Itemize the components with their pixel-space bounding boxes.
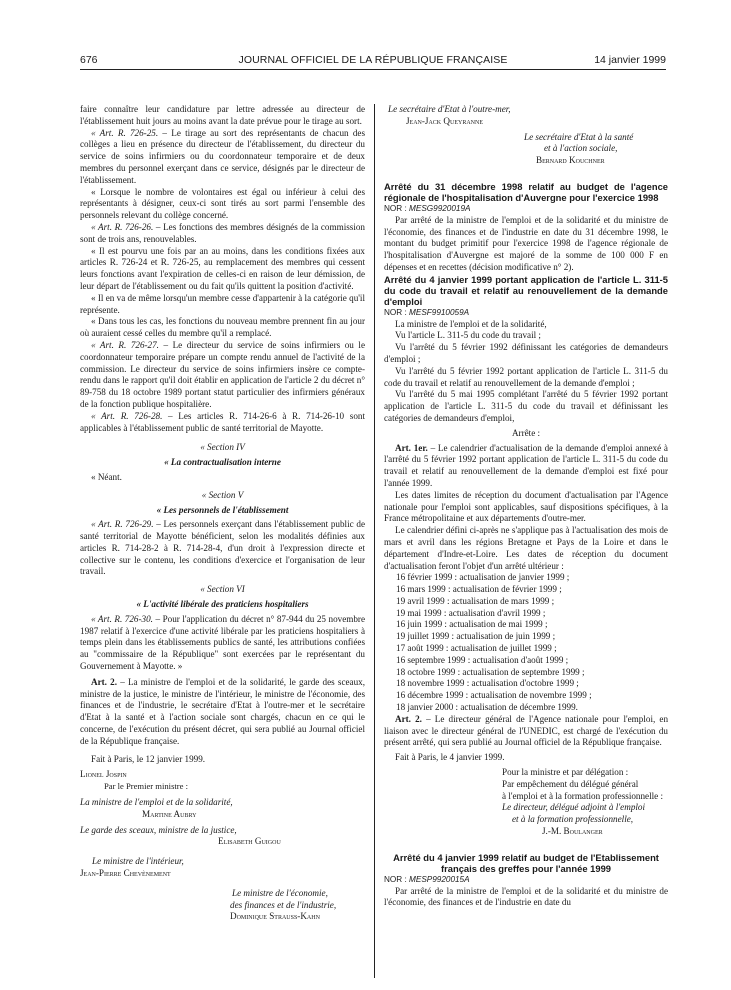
column-divider: [374, 104, 375, 978]
signatory-role: Le directeur, délégué adjoint à l'emploi: [502, 802, 646, 813]
signatory-name: Jean-Pierre Chevènement: [80, 868, 171, 879]
paragraph: Par arrêté de la ministre de l'emploi et de la solidarité et du ministre de l'économie, des finances et de l'industrie en date du 31 décembre 1998, le montant du budget primitif pour l'exercice 1998 de l'agence régionale de l'hospitalisation d'Auvergne est majoré de la somme de 100 000 F en dépenses et en recettes (décision modificative n° 2).: [384, 214, 668, 272]
signatory-name: Martine Aubry: [142, 808, 197, 819]
journal-title: JOURNAL OFFICIEL DE LA RÉPUBLIQUE FRANÇAISE: [238, 54, 508, 66]
paragraph: Art. 2. – La ministre de l'emploi et de la solidarité, le garde des sceaux, ministre de la justice, le ministre de l'intérieur, le ministre de l'économie, des finances et de l'industrie, le secrétaire d'Etat à l'outre-mer et le secrétaire d'Etat à la santé et à l'action sociale sont chargés, chacun en ce qui le concerne, de l'exécution du présent décret, qui sera publié au Journal officiel de la République française.: [80, 676, 365, 746]
paragraph: « Art. R. 726-25. – Le tirage au sort des représentants de chacun des collèges a lieu en présence du directeur de l'établissement, du directeur du service de soins infirmiers ou du coordonnateur temporaire et de deux membres du personnel exerçant dans ce service, désignés par le directeur de l'établissement.: [80, 127, 365, 185]
paragraph: Vu l'article L. 311-5 du code du travail ;: [395, 330, 541, 341]
nor-reference: NOR : MESG9920019A: [384, 203, 471, 213]
paragraph: Le calendrier défini ci-après ne s'applique pas à l'actualisation des mois de mars et avril dans les régions Bretagne et Pays de la Loire et dans le département d'Indre-et-Loire. Les dates de réception du document d'actualisation feront l'objet d'un arrêté ultérieur :: [384, 525, 668, 571]
signatory-role: Le ministre de l'économie,: [232, 887, 328, 898]
section-heading: « Section IV: [200, 442, 245, 453]
list-item: 16 février 1999 : actualisation de janvier 1999 ;: [396, 572, 570, 583]
list-item: 16 décembre 1999 : actualisation de novembre 1999 ;: [396, 690, 592, 701]
paragraph: Vu l'arrêté du 5 février 1992 définissant les catégories de demandeurs d'emploi ;: [384, 342, 668, 364]
signatory-role: Le ministre de l'intérieur,: [92, 856, 184, 867]
paragraph: « Art. R. 726-29. – Les personnels exerçant dans l'établissement public de santé territorial de Mayotte bénéficient, selon les modalités définies aux articles R. 714-28-2 à R. 714-28-4, d'un droit à l'expression directe et collective sur le contenu, les conditions d'exercice et l'organisation de leur travail.: [80, 519, 366, 577]
list-item: 16 juin 1999 : actualisation de mai 1999 ;: [396, 619, 548, 630]
issue-date: 14 janvier 1999: [594, 54, 666, 66]
signatory-role: à l'emploi et à la formation professionnelle :: [502, 790, 664, 801]
paragraph: « Art. R. 726-28. – Les articles R. 714-26-6 à R. 714-26-10 sont applicables à l'établissement public de santé territorial de Mayotte.: [80, 410, 365, 433]
signatory-name: Jean-Jack Queyranne: [406, 115, 484, 126]
paragraph: faire connaître leur candidature par lettre adressée au directeur de l'établissement huit jours au moins avant la date prévue pour le tirage au sort.: [80, 104, 365, 126]
list-item: 19 juillet 1999 : actualisation de juin 1999 ;: [396, 631, 556, 642]
section-title: « L'activité libérale des praticiens hospitaliers: [136, 599, 309, 610]
paragraph: Par arrêté de la ministre de l'emploi et de la solidarité et du ministre de l'économie, des finances et de l'industrie en date du: [384, 885, 668, 908]
paragraph: La ministre de l'emploi et de la solidarité,: [395, 318, 547, 329]
paragraph: « Il est pourvu une fois par an au moins, dans les conditions fixées aux articles R. 726-24 et R. 726-25, au remplacement des membres qui cessent leurs fonctions avant l'expiration de celles-ci en raison de leur démission, de leur départ de l'établissement ou du fait qu'ils quittent la position d'activité.: [80, 245, 365, 291]
left-column: [80, 104, 365, 927]
signatures: [80, 769, 365, 923]
list-item: 17 août 1999 : actualisation de juillet 1999 ;: [396, 643, 557, 654]
paragraph: « Art. R. 726-30. – Pour l'application du décret n° 87-944 du 25 novembre 1987 relatif à l'exercice d'une activité libérale par les praticiens hospitaliers à temps plein dans les établissements publics de santé, les attributions confiées au "commissaire de la République" sont exercées par le représentant du Gouvernement à Mayotte. »: [80, 613, 366, 672]
signatory-role: des finances et de l'industrie,: [230, 899, 337, 910]
paragraph: « Lorsque le nombre de volontaires est égal ou inférieur à celui des représentants à désigner, ceux-ci sont tirés au sort parmi l'ensemble des personnels relevant du collège concerné.: [80, 186, 365, 221]
decree-title: Arrêté du 31 décembre 1998 relatif au budget de l'agence régionale de l'hospitalisation d'Auvergne pour l'exercice 1998: [384, 180, 668, 203]
signatory-role: Pour la ministre et par délégation :: [502, 767, 629, 778]
list-item: 18 janvier 2000 : actualisation de décembre 1999.: [396, 702, 578, 713]
signatory-name: J.-M. Boulanger: [542, 826, 603, 837]
calendar-list: [384, 572, 668, 714]
signing-date: Fait à Paris, le 12 janvier 1999.: [91, 753, 206, 764]
signatory-role: Le secrétaire d'Etat à la santé: [524, 131, 634, 142]
paragraph: Art. 2. – Le directeur général de l'Agence nationale pour l'emploi, en liaison avec le directeur général de l'UNEDIC, est chargé de l'exécution du présent arrêté, qui sera publié au Journal officiel de la République française.: [384, 713, 669, 748]
signatory-role: et à l'action sociale,: [544, 143, 618, 154]
header-rule: [80, 69, 666, 70]
paragraph: « Art. R. 726-26. – Les fonctions des membres désignés de la commission sont de trois ans, renouvelables.: [80, 221, 365, 244]
signatory-role: Le garde des sceaux, ministre de la justice,: [80, 824, 237, 835]
section-heading: « Section VI: [200, 584, 245, 595]
signatory-name: Lionel Jospin: [80, 769, 127, 780]
arrete-heading: Arrête :: [511, 427, 541, 438]
signing-date: Fait à Paris, le 4 janvier 1999.: [395, 752, 505, 763]
right-column: [384, 104, 668, 909]
list-item: 18 octobre 1999 : actualisation de septembre 1999 ;: [396, 666, 585, 677]
delegation-block: [384, 767, 668, 838]
list-item: 16 septembre 1999 : actualisation d'août 1999 ;: [396, 654, 569, 665]
signatory-name: Dominique Strauss-Kahn: [230, 911, 320, 922]
page-header: [80, 54, 666, 70]
signatory-role: et à la formation professionnelle,: [512, 814, 634, 825]
list-item: 19 avril 1999 : actualisation de mars 1999 ;: [396, 595, 555, 606]
paragraph: Art. 1er. – Le calendrier d'actualisation de la demande d'emploi annexé à l'arrêté du 5 février 1992 portant application de l'article L. 311-5 du code du travail et relatif au renouvellement de la demande d'emploi est fixé pour l'année 1999.: [384, 442, 668, 488]
list-item: 19 mai 1999 : actualisation d'avril 1999 ;: [396, 607, 546, 618]
paragraph: Vu l'arrêté du 5 mai 1995 complétant l'arrêté du 5 février 1992 portant application de l'article L. 311-5 du code du travail et définissant les catégories de demandeurs d'emploi,: [384, 389, 668, 423]
paragraph: Vu l'arrêté du 5 février 1992 portant application de l'article L. 311-5 du code du travail et relatif au renouvellement de la demande d'emploi ;: [384, 365, 668, 388]
decree-title: Arrêté du 4 janvier 1999 relatif au budget de l'Etablissement français des greffes pour l'année 1999: [393, 851, 659, 874]
page-number: 676: [80, 54, 98, 66]
paragraph: « Il en va de même lorsqu'un membre cesse d'appartenir à la catégorie qu'il représente.: [80, 292, 365, 315]
paragraph: « Néant.: [91, 471, 122, 482]
paragraph: « Dans tous les cas, les fonctions du nouveau membre prennent fin au jour où auraient cessé celles du membre qu'il a remplacé.: [80, 316, 365, 339]
signatory-role: Le secrétaire d'Etat à l'outre-mer,: [388, 104, 511, 114]
signatory-role: Par le Premier ministre :: [104, 781, 189, 792]
section-title: « La contractualisation interne: [164, 457, 281, 468]
section-title: « Les personnels de l'établissement: [156, 504, 289, 515]
signatory-name: Bernard Kouchner: [536, 155, 605, 166]
signatory-name: Elisabeth Guigou: [218, 836, 281, 847]
signatory-role: La ministre de l'emploi et de la solidarité,: [80, 797, 233, 808]
list-item: 18 novembre 1999 : actualisation d'octobre 1999 ;: [396, 678, 579, 689]
section-heading: « Section V: [201, 489, 244, 500]
list-item: 16 mars 1999 : actualisation de février 1999 ;: [396, 584, 562, 595]
paragraph: Les dates limites de réception du document d'actualisation par l'Agence nationale pour l'emploi sont applicables, sauf dispositions spécifiques, à la France métropolitaine et aux départements d'outre-mer.: [384, 489, 668, 524]
signatory-role: Par empêchement du délégué général: [502, 778, 639, 789]
paragraph: « Art. R. 726-27. – Le directeur du service de soins infirmiers ou le coordonnateur temporaire prépare un compte rendu annuel de l'activité de la commission. Le directeur du service de soins infirmiers insère ce compte-rendu dans le rapport qu'il doit établir en application de l'article 2 du décret n° 89-758 du 18 octobre 1989 portant statut particulier des infirmiers généraux de la fonction publique hospitalière.: [80, 339, 365, 409]
decree-title: Arrêté du 4 janvier 1999 portant application de l'article L. 311-5 du code du travail et relatif au renouvellement de la demande d'emploi: [384, 273, 668, 307]
nor-reference: NOR : MESF9910059A: [384, 307, 470, 317]
nor-reference: NOR : MESP9920015A: [384, 874, 470, 884]
